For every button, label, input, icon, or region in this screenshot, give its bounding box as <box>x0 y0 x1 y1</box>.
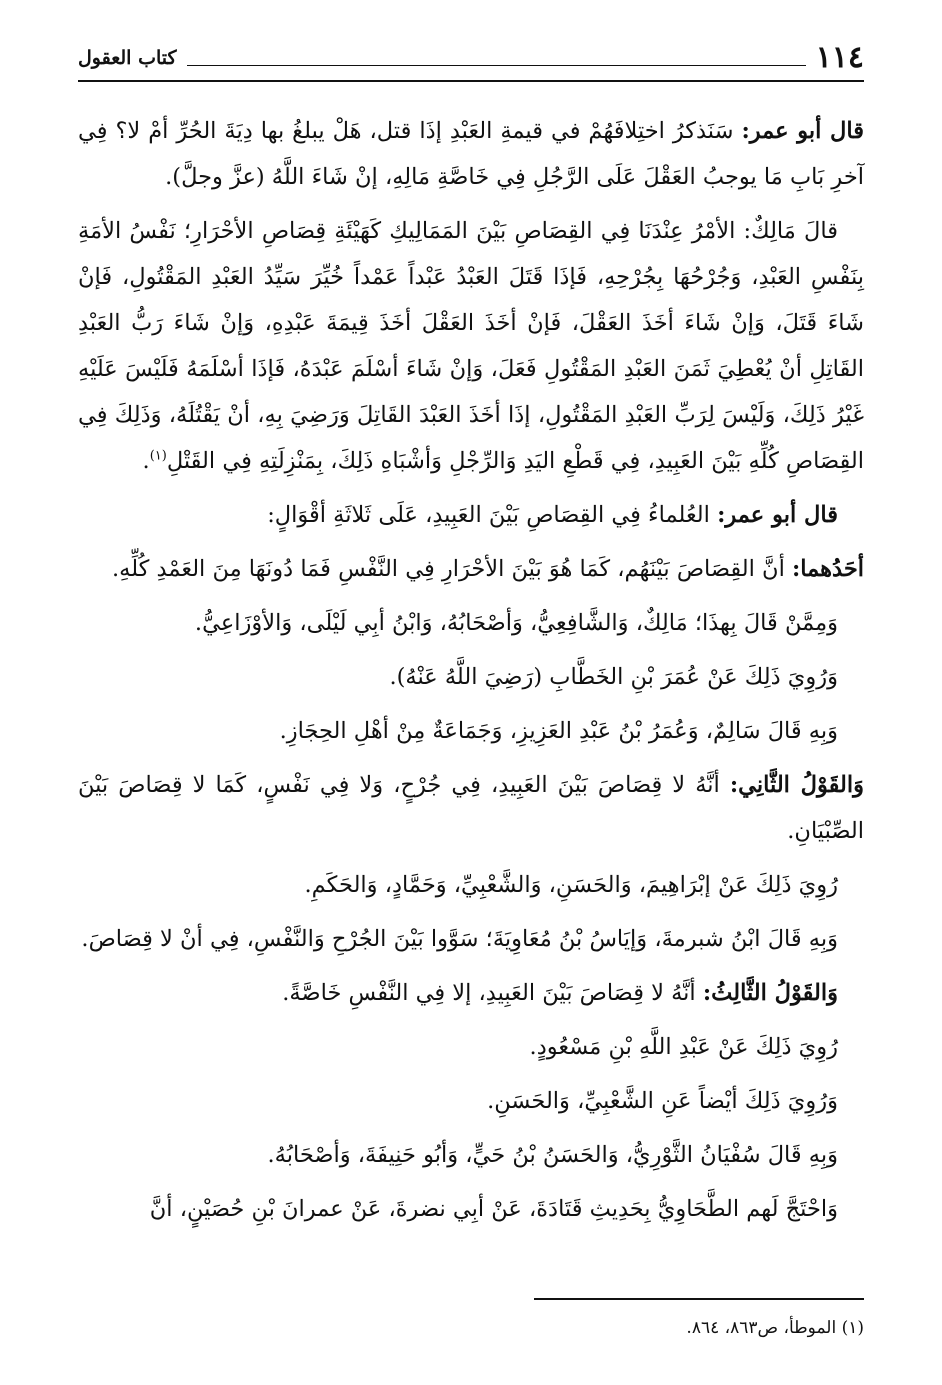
paragraph <box>78 654 864 700</box>
paragraph <box>78 970 864 1016</box>
paragraph <box>78 916 864 962</box>
speaker-label: وَالقَوْلُ الثَّانِي: <box>729 772 865 798</box>
speaker-label: أحَدُهما: <box>791 556 864 582</box>
paragraph <box>78 862 864 908</box>
paragraph-text: وَمِمَّنْ قَالَ بِهذَا؛ مَالِكٌ، وَالشَّافِعِيُّ، وَأصْحَابُهُ، وَابْنُ أبِي لَيْلَى، وَالأوْزَاعِيُّ. <box>194 610 838 636</box>
paragraph <box>78 1186 864 1232</box>
running-title: كتاب العقول <box>78 46 177 69</box>
paragraph <box>78 1024 864 1070</box>
paragraph-text: وَبِهِ قَالَ سُفْيَانُ الثَّوْرِيُّ، وَالحَسَنُ بْنُ حَيٍّ، وَأبُو حَنِيفَةَ، وَأصْحَابُهُ. <box>267 1142 838 1168</box>
paragraph-tail: . <box>142 448 150 474</box>
footnote-rule <box>534 1298 864 1300</box>
paragraph-text: وَرُوِيَ ذَلِكَ عَنْ عُمَرَ بْنِ الخَطَّابِ (رَضِيَ اللَّهُ عَنْهُ). <box>389 664 838 690</box>
paragraph-text: رُوِيَ ذَلِكَ عَنْ إبْرَاهِيمَ، وَالحَسَنِ، وَالشَّعْبِيِّ، وَحَمَّادٍ، وَالحَكَمِ. <box>304 872 838 898</box>
paragraph <box>78 1078 864 1124</box>
paragraph-text: قالَ مَالِكٌ: الأمْرُ عِنْدَنَا فِي القِصَاصِ بَيْنَ المَمَالِيكِ كَهَيْئَةِ قِصَاصِ الأحْرَارِ؛ نَفْسُ الأمَةِ بِنَفْسِ العَبْدِ، وَجُرْحُهَا بِجُرْحِهِ، فَإذَا قَتَلَ العَبْدُ عَبْداً عَمْداً خُيِّرَ سَيِّدُ العَبْدِ المَقْتُولِ، فَإنْ شَاءَ قَتَلَ، وَإنْ شَاءَ أخَذَ العَقْلَ، فَإنْ أخَذَ العَقْلَ أخَذَ قِيمَةَ عَبْدِهِ، وَإنْ شَاءَ رَبُّ العَبْدِ القَاتِلِ أنْ يُعْطِيَ ثَمَنَ العَبْدِ المَقْتُولِ فَعَلَ، وَإنْ شَاءَ أسْلَمَ عَبْدَهُ، فَإذَا أسْلَمَهُ فَلَيْسَ عَلَيْهِ غَيْرُ ذَلِكَ، وَلَيْسَ لِرَبِّ العَبْدِ المَقْتُولِ، إذَا أخَذَ العَبْدَ القَاتِلَ وَرَضِيَ بِهِ، أنْ يَقْتُلَهُ، وَذَلِكَ فِي القِصَاصِ كُلِّهِ بَيْنَ العَبِيدِ، فِي قَطْعِ اليَدِ وَالرِّجْلِ وَأشْبَاهِ ذَلِكَ، بِمَنْزِلَتِهِ فِي القَتْلِ <box>78 218 864 474</box>
paragraph <box>78 208 864 484</box>
paragraph-text: أنَّ القِصَاصَ بَيْنَهُم، كَمَا هُوَ بَيْنَ الأحْرَارِ فِي النَّفْسِ فَمَا دُونَهَا مِنَ العَمْدِ كُلِّهِ. <box>112 556 792 582</box>
paragraph <box>78 1132 864 1178</box>
paragraph-text: العُلماءُ فِي القِصَاصِ بَيْنَ العَبِيدِ، عَلَى ثَلاثَةِ أقْوَالٍ: <box>267 502 718 528</box>
speaker-label: قال أبو عمر: <box>717 502 838 528</box>
paragraph-text: سَنَذكرُ اختِلافَهُمْ في قيمةِ العَبْدِ إذَا قتل، هَلْ يبلغُ بها دِيَةَ الحُرِّ أمْ لا؟ فِي آخرِ بَابِ مَا يوجبُ العَقْلَ عَلَى الرَّجُلِ فِي خَاصَّةِ مَالِهِ، إنْ شَاءَ اللَّهُ (عزَّ وجلَّ). <box>78 118 864 190</box>
page-body <box>78 108 864 1232</box>
paragraph-text: أنَّهُ لا قِصَاصَ بَيْنَ العَبِيدِ، فِي جُرْحٍ، وَلا فِي نَفْسٍ، كَمَا لا قِصَاصَ بَيْنَ الصِّبْيَانِ. <box>78 772 864 844</box>
footnote-ref: (١) <box>149 448 167 464</box>
paragraph-text: وَبِهِ قَالَ ابْنُ شبرمةَ، وَإيَاسُ بْنُ مُعَاوِيَةَ؛ سَوَّوا بَيْنَ الجُرْحِ وَالنَّفْسِ، فِي أنْ لا قِصَاصَ. <box>81 926 838 952</box>
page-number: ١١٤ <box>815 40 864 75</box>
paragraph <box>78 762 864 854</box>
paragraph <box>78 492 864 538</box>
page-header <box>78 36 864 82</box>
paragraph <box>78 708 864 754</box>
footnote: (١) الموطأ، ص٨٦٣، ٨٦٤. <box>686 1318 864 1338</box>
book-page <box>78 36 864 1356</box>
paragraph <box>78 108 864 200</box>
paragraph-text: وَبِهِ قَالَ سَالِمٌ، وَعُمَرُ بْنُ عَبْدِ العَزِيزِ، وَجَمَاعَةٌ مِنْ أهْلِ الحِجَازِ. <box>279 718 838 744</box>
paragraph <box>78 546 864 592</box>
speaker-label: وَالقَوْلُ الثَّالِثُ: <box>702 980 838 1006</box>
paragraph-text: وَرُوِيَ ذَلِكَ أيْضاً عَنِ الشَّعْبِيِّ، وَالحَسَنِ. <box>487 1088 838 1114</box>
speaker-label: قال أبو عمر: <box>741 118 864 144</box>
header-rule <box>187 65 806 67</box>
paragraph-text: رُوِيَ ذَلِكَ عَنْ عَبْدِ اللَّهِ بْنِ مَسْعُودٍ. <box>529 1034 838 1060</box>
paragraph <box>78 600 864 646</box>
paragraph-text: وَاحْتَجَّ لَهم الطَّحَاوِيُّ بِحَدِيثِ قَتَادَةَ، عَنْ أبِي نضرةَ، عَنْ عمرانَ بْنِ حُصَيْنٍ، أنَّ <box>149 1196 838 1222</box>
paragraph-text: أنَّهُ لا قِصَاصَ بَيْنَ العَبِيدِ، إلا فِي النَّفْسِ خَاصَّةً. <box>282 980 703 1006</box>
